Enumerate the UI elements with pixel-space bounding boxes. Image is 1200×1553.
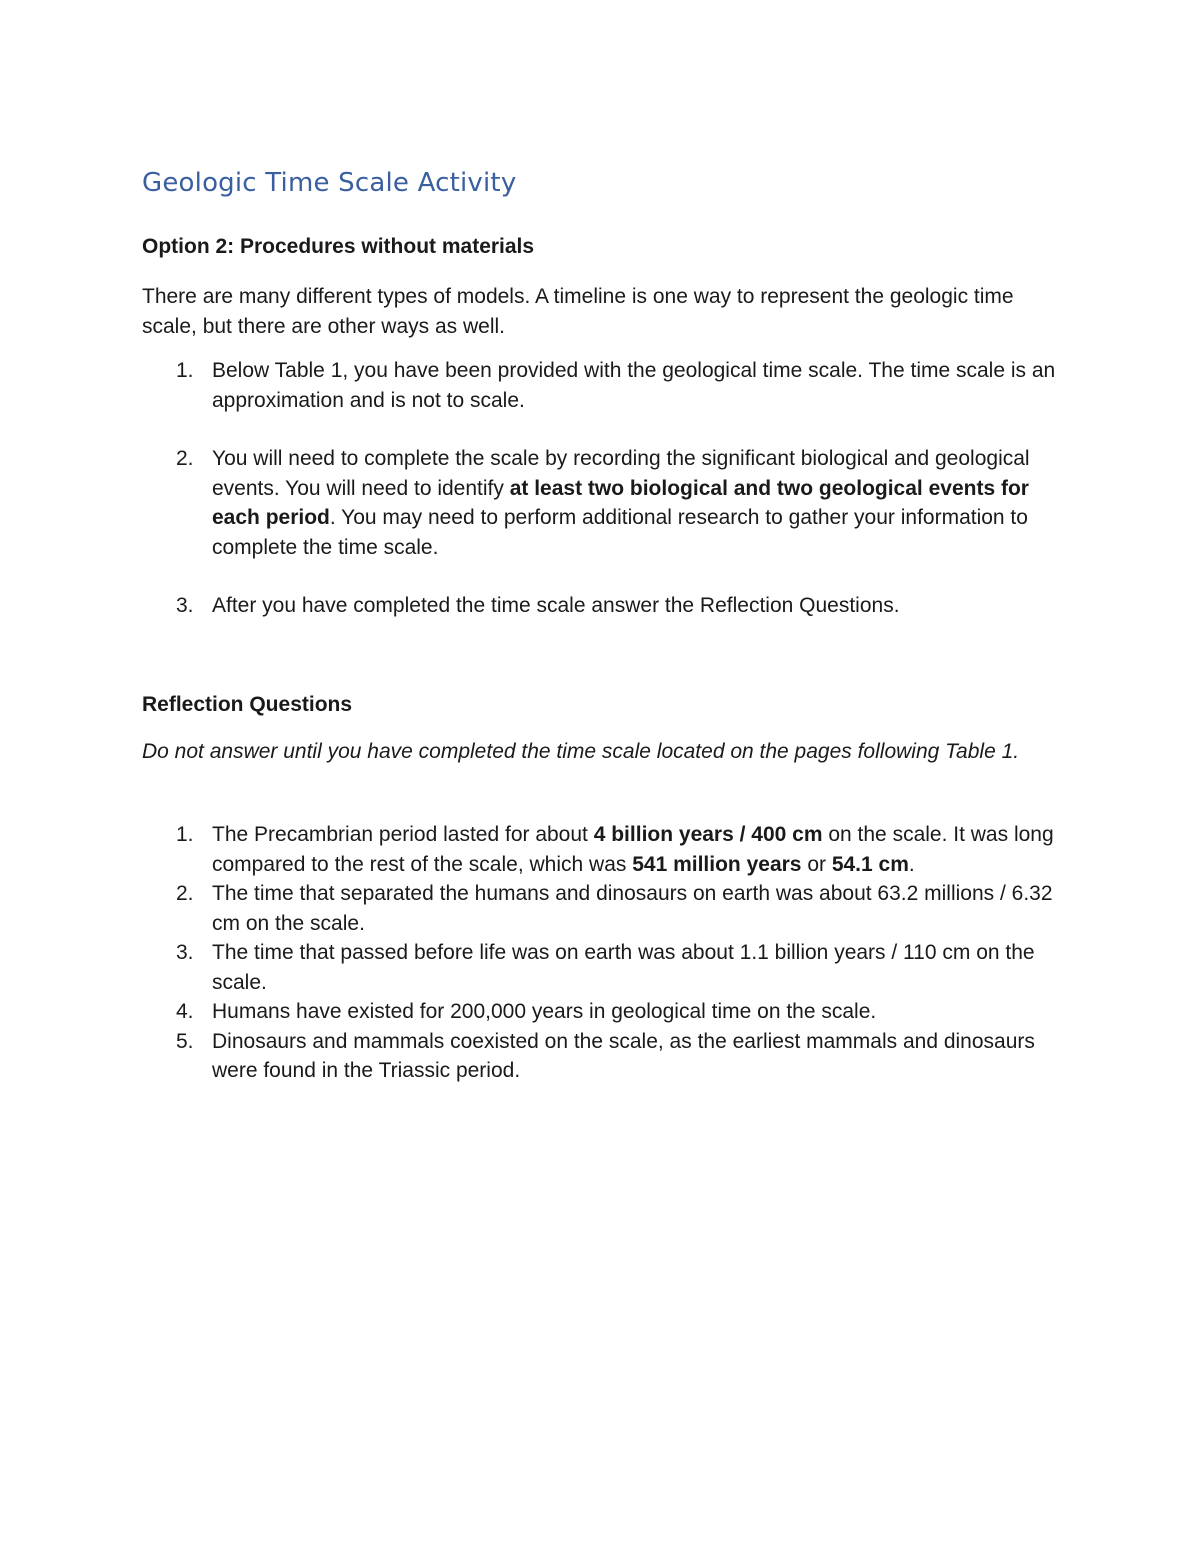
list-number: 2.	[176, 447, 194, 470]
list-item	[142, 820, 1072, 879]
list-number: 5.	[176, 1029, 194, 1053]
list-text: Dinosaurs and mammals coexisted on the scale, as the earliest mammals and dinosaurs were found in the Triassic period.	[212, 1029, 1035, 1082]
list-number: 1.	[176, 823, 194, 846]
list-text: on the scale. It was long compared to the rest of the scale, which was	[212, 823, 1054, 876]
procedures-list	[142, 356, 1072, 650]
emphasis-text: at least two biological and two geological events for each period	[212, 476, 1029, 529]
list-text: The time that passed before life was on earth was about 1.1 billion years / 110 cm on the scale.	[212, 941, 1035, 994]
list-number: 1.	[176, 359, 194, 382]
list-number: 2.	[176, 882, 194, 905]
list-text: or	[801, 852, 832, 876]
emphasis-text: 54.1 cm	[831, 852, 909, 876]
list-text: The Precambrian period lasted for about	[212, 823, 594, 846]
list-item	[142, 444, 1072, 562]
list-number: 3.	[176, 941, 194, 964]
list-text: Humans have existed for 200,000 years in geological time on the scale.	[212, 1000, 877, 1023]
option-heading: Option 2: Procedures without materials	[142, 235, 535, 258]
list-item	[142, 356, 1072, 415]
reflection-note: Do not answer until you have completed the time scale located on the pages following Table 1.	[142, 740, 1020, 763]
list-text: .	[908, 852, 915, 876]
list-text: . You may need to perform additional research to gather your information to complete the time scale.	[212, 506, 1028, 559]
reflection-heading: Reflection Questions	[142, 693, 353, 716]
document-title: Geologic Time Scale Activity	[142, 168, 517, 198]
answers-list	[142, 820, 1072, 1086]
list-number: 3.	[176, 594, 194, 617]
list-item	[142, 879, 1072, 938]
list-text: You will need to complete the scale by recording the significant biological and geological events. You will need to identify	[212, 447, 1030, 500]
emphasis-text: 4 billion years / 400 cm	[593, 823, 823, 846]
list-item	[142, 997, 1072, 1027]
list-item	[142, 938, 1072, 997]
list-number: 4.	[176, 1000, 194, 1023]
list-item	[142, 591, 1072, 621]
intro-paragraph: There are many different types of models. A timeline is one way to represent the geologic time scale, but there are other ways as well.	[142, 285, 1014, 338]
emphasis-text: 541 million years	[632, 852, 802, 876]
list-text: Below Table 1, you have been provided with the geological time scale. The time scale is an approximation and is not to scale.	[212, 359, 1056, 412]
list-text: The time that separated the humans and dinosaurs on earth was about 63.2 millions / 6.32 cm on the scale.	[212, 882, 1053, 935]
list-text: After you have completed the time scale answer the Reflection Questions.	[212, 594, 900, 617]
list-item	[142, 1027, 1072, 1086]
